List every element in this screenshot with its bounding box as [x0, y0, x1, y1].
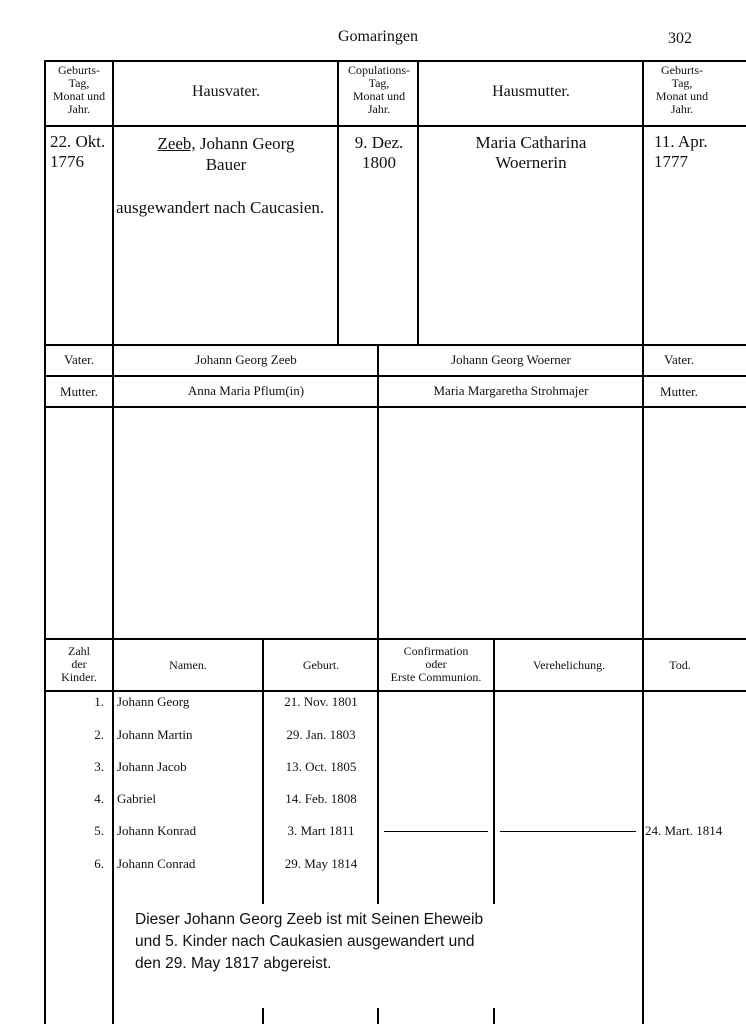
- husband-name: [114, 134, 338, 154]
- child-birth: 29. Jan. 1803: [286, 727, 356, 742]
- child-number: 3.: [94, 759, 104, 774]
- header-birth-left: Geburts- Tag, Monat und Jahr.: [52, 63, 106, 116]
- child-birth: 14. Feb. 1808: [285, 791, 357, 806]
- header-birth-right: Geburts- Tag, Monat und Jahr.: [655, 63, 709, 116]
- rule-couple-bottom: [44, 344, 746, 346]
- header-child-birth: Geburt.: [302, 658, 340, 672]
- header-child-count: Zahl der Kinder.: [61, 644, 97, 684]
- child-number: 5.: [94, 823, 104, 838]
- child-number: 4.: [94, 791, 104, 806]
- rule-children-top: [44, 638, 746, 640]
- page-number: 302: [668, 30, 692, 47]
- child-number: 2.: [94, 727, 104, 742]
- rule-stub-2: [377, 1008, 379, 1024]
- child-birth: 21. Nov. 1801: [284, 694, 358, 709]
- label-father-right: Vater.: [664, 352, 694, 367]
- rule-top: [44, 60, 746, 62]
- rule-father-row: [44, 375, 746, 377]
- header-hausmutter: Hausmutter.: [492, 83, 570, 100]
- wife-birth: 11. Apr. 1777: [654, 132, 708, 171]
- rule-stub-3: [493, 1008, 495, 1024]
- husband-note: ausgewandert nach Caucasien.: [116, 198, 325, 217]
- husband-surname: Zeeb,: [157, 134, 196, 153]
- rule-col-1: [112, 60, 114, 1024]
- child-name: Johann Konrad: [117, 823, 197, 838]
- place-title: Gomaringen: [338, 28, 418, 45]
- label-mother-left: Mutter.: [60, 384, 98, 399]
- rule-mother-row: [44, 406, 746, 408]
- rule-stub-1: [262, 1008, 264, 1024]
- header-child-marriage: Verehelichung.: [532, 658, 606, 672]
- child-number: 6.: [94, 856, 104, 871]
- wife-father: Johann Georg Woerner: [451, 352, 571, 367]
- rule-children-header: [44, 690, 746, 692]
- child-name: Johann Martin: [117, 727, 193, 742]
- header-marriage-date: Copulations- Tag, Monat und Jahr.: [348, 63, 410, 116]
- rule-left-edge: [44, 60, 46, 1024]
- child-birth: 3. Mart 1811: [287, 823, 355, 838]
- wife-name: Maria Catharina Woernerin: [475, 133, 587, 172]
- husband-mother: Anna Maria Pflum(in): [187, 383, 305, 398]
- child-birth: 13. Oct. 1805: [285, 759, 357, 774]
- header-child-confirmation: Confirmation oder Erste Communion.: [390, 644, 482, 684]
- child-birth: 29. May 1814: [284, 856, 358, 871]
- child-name: Johann Conrad: [117, 856, 196, 871]
- emigration-remark: Dieser Johann Georg Zeeb ist mit Seinen Eheweib und 5. Kinder nach Caukasien ausgewandert und den 29. May 1817 abgereist.: [135, 911, 484, 972]
- husband-father: Johann Georg Zeeb: [195, 352, 297, 367]
- header-child-names: Namen.: [169, 658, 207, 672]
- header-hausvater: Hausvater.: [192, 83, 260, 100]
- husband-occupation: Bauer: [205, 155, 247, 174]
- child-name: Johann Jacob: [117, 759, 187, 774]
- child-name: Gabriel: [117, 791, 156, 806]
- rule-header-bottom: [44, 125, 746, 127]
- husband-given-names: Johann Georg: [195, 134, 295, 153]
- rule-col-right: [642, 60, 644, 1024]
- child-name: Johann Georg: [117, 694, 190, 709]
- rule-child-confirm: [493, 638, 495, 904]
- marriage-date: 9. Dez. 1800: [354, 133, 404, 172]
- label-father-left: Vater.: [64, 352, 94, 367]
- marriage-dash: [500, 831, 636, 832]
- label-mother-right: Mutter.: [660, 384, 698, 399]
- header-child-death: Tod.: [669, 658, 691, 672]
- child-number: 1.: [94, 694, 104, 709]
- child-death: 24. Mart. 1814: [645, 823, 723, 838]
- husband-birth: 22. Okt. 1776: [50, 132, 106, 171]
- wife-mother: Maria Margaretha Strohmajer: [433, 383, 589, 398]
- confirmation-dash: [384, 831, 488, 832]
